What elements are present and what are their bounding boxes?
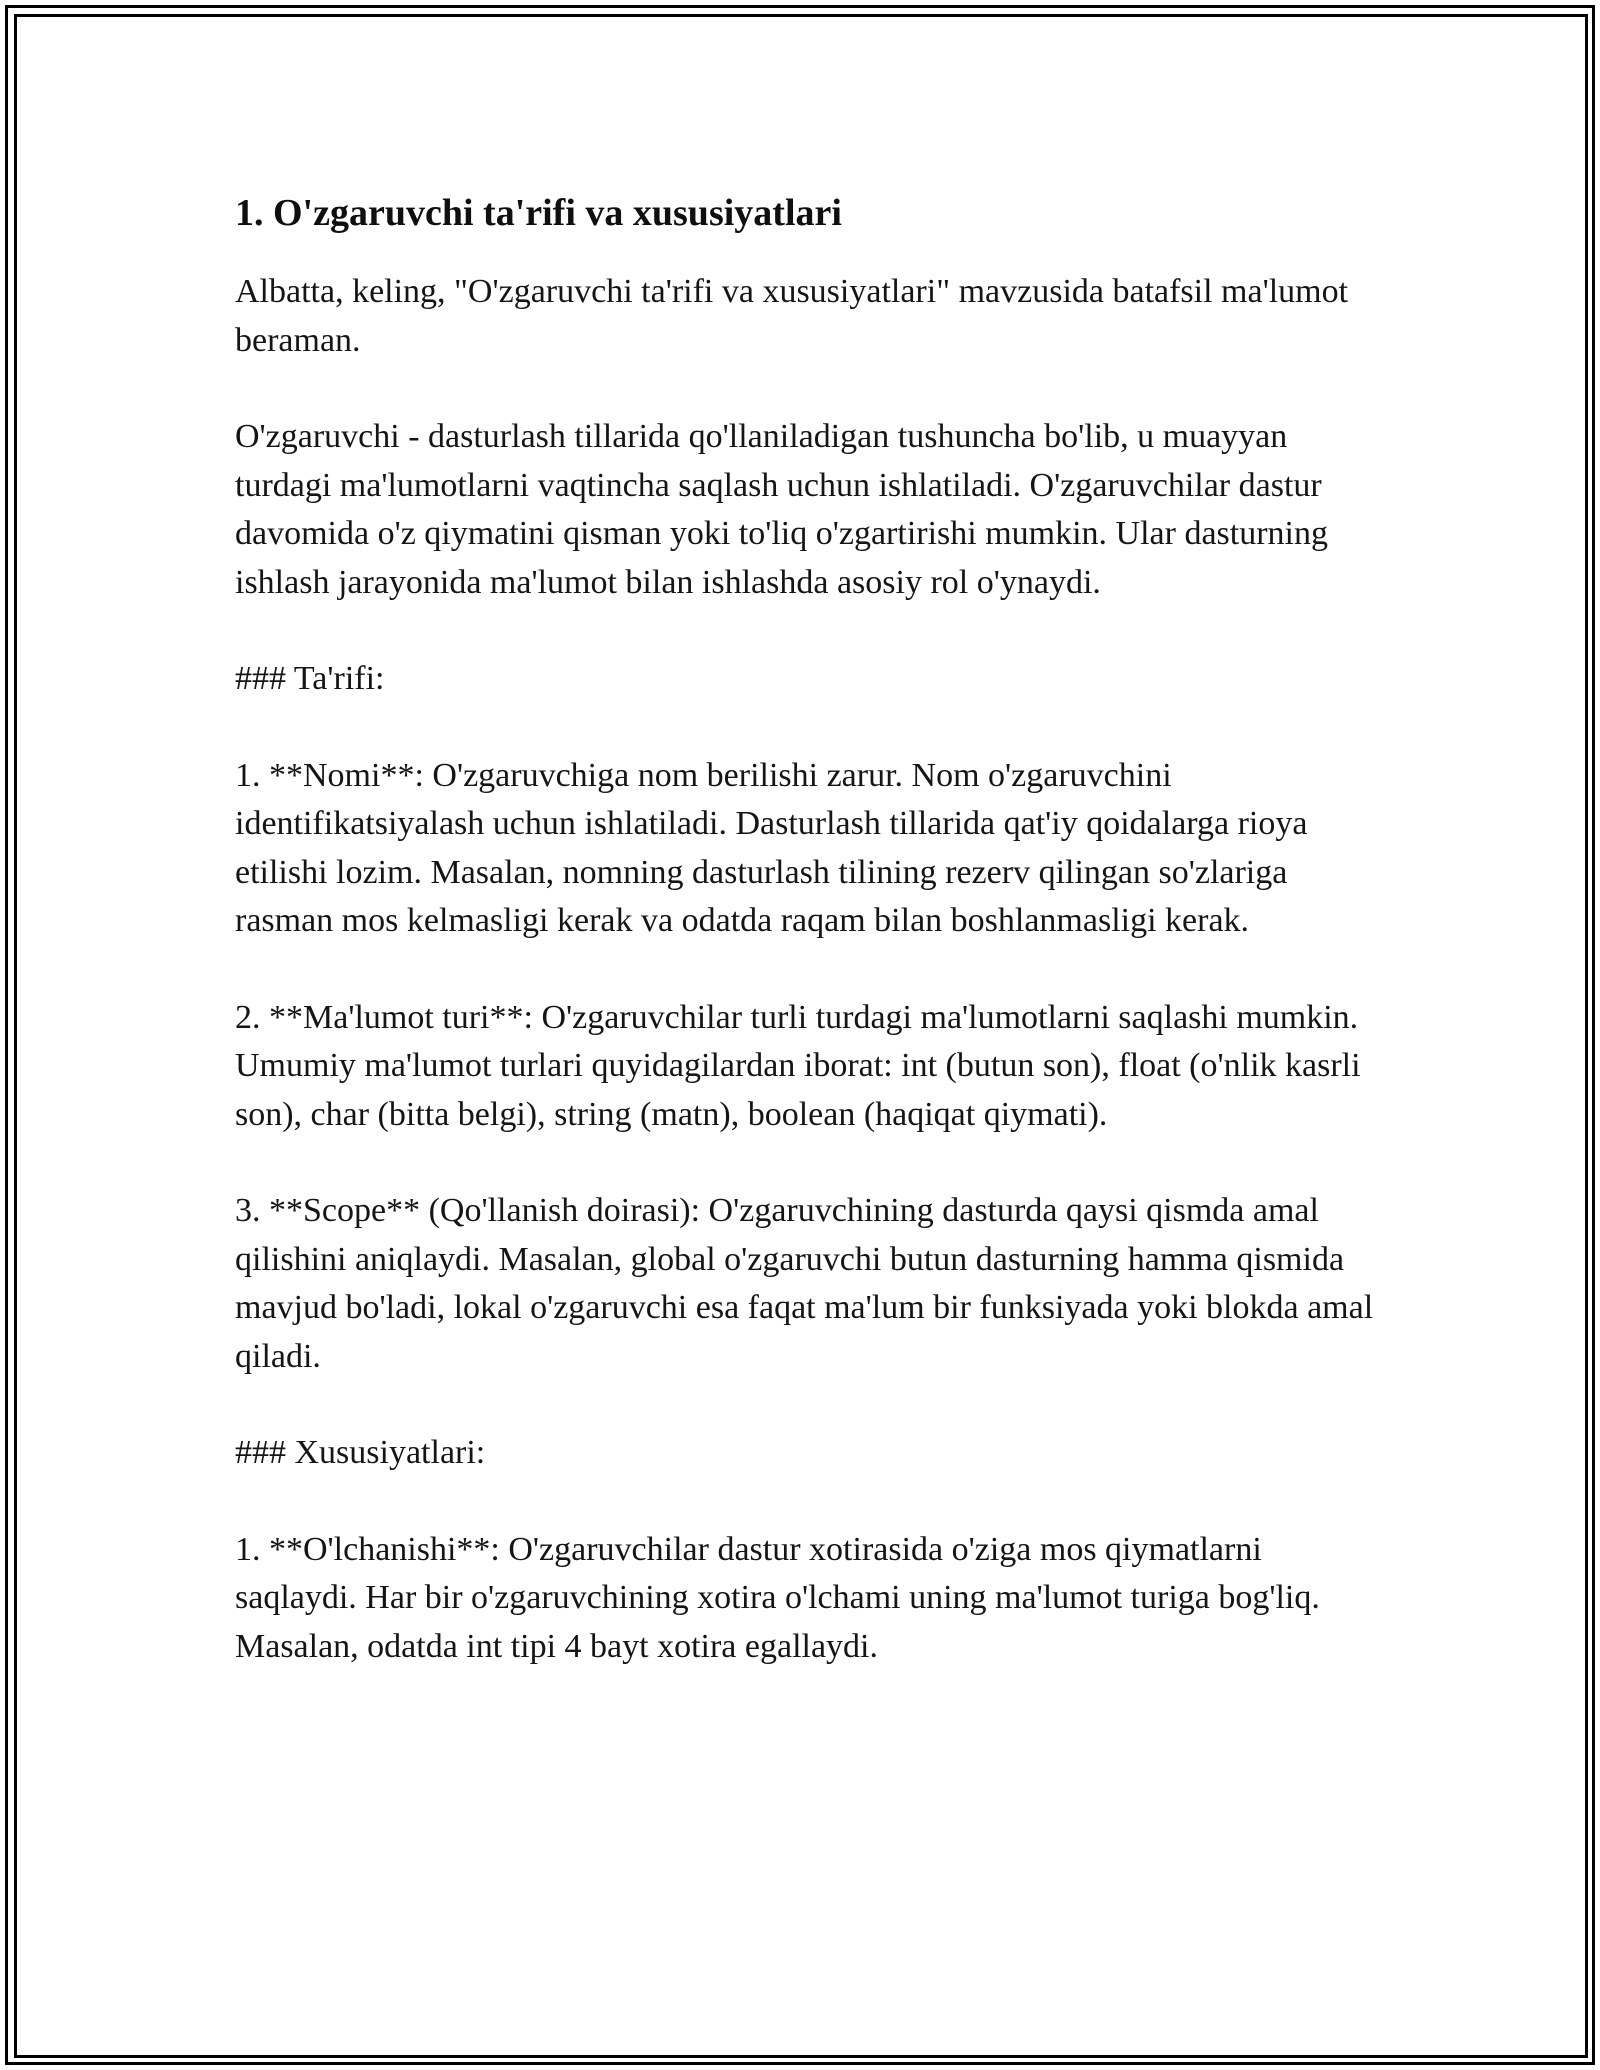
page-title: 1. O'zgaruvchi ta'rifi va xususiyatlari — [235, 192, 842, 234]
section-heading-tarifi: ### Ta'rifi: — [235, 660, 385, 697]
document-body — [235, 188, 1375, 1671]
list-item-olchanishi: 1. **O'lchanishi**: O'zgaruvchilar dastur xotirasida o'ziga mos qiymatlarni saqlaydi. Har bir o'zgaruvchining xotira o'lchami uning ma'lumot turiga bog'liq. Masalan, odatda int tipi 4 bayt xotira egallaydi. — [235, 1530, 1320, 1665]
list-item-malumot-turi: 2. **Ma'lumot turi**: O'zgaruvchilar turli turdagi ma'lumotlarni saqlashi mumkin. Umumiy ma'lumot turlari quyidagilardan iborat: int (butun son), float (o'nlik kasrli son), char (bitta belgi), string (matn), boolean (haqiqat qiymati). — [235, 998, 1361, 1133]
list-item-nomi: 1. **Nomi**: O'zgaruvchiga nom berilishi zarur. Nom o'zgaruvchini identifikatsiyalash uchun ishlatiladi. Dasturlash tillarida qat'iy qoidalarga rioya etilishi lozim. Masalan, nomning dasturlash tilining rezerv qilingan so'zlariga rasman mos kelmasligi kerak va odatda raqam bilan boshlanmasligi kerak. — [235, 756, 1308, 939]
list-item-scope: 3. **Scope** (Qo'llanish doirasi): O'zgaruvchining dasturda qaysi qismda amal qilishini aniqlaydi. Masalan, global o'zgaruvchi butun dasturning hamma qismida mavjud bo'ladi, lokal o'zgaruvchi esa faqat ma'lum bir funksiyada yoki blokda amal qiladi. — [235, 1192, 1374, 1375]
section-heading-xususiyatlari: ### Xususiyatlari: — [235, 1434, 486, 1471]
definition-paragraph: O'zgaruvchi - dasturlash tillarida qo'llaniladigan tushuncha bo'lib, u muayyan turdagi ma'lumotlarni vaqtincha saqlash uchun ishlatiladi. O'zgaruvchilar dastur davomida o'z qiymatini qisman yoki to'liq o'zgartirishi mumkin. Ular dasturning ishlash jarayonida ma'lumot bilan ishlashda asosiy rol o'ynaydi. — [235, 418, 1328, 601]
intro-paragraph: Albatta, keling, "O'zgaruvchi ta'rifi va xususiyatlari" mavzusida batafsil ma'lumot beraman. — [235, 273, 1349, 359]
